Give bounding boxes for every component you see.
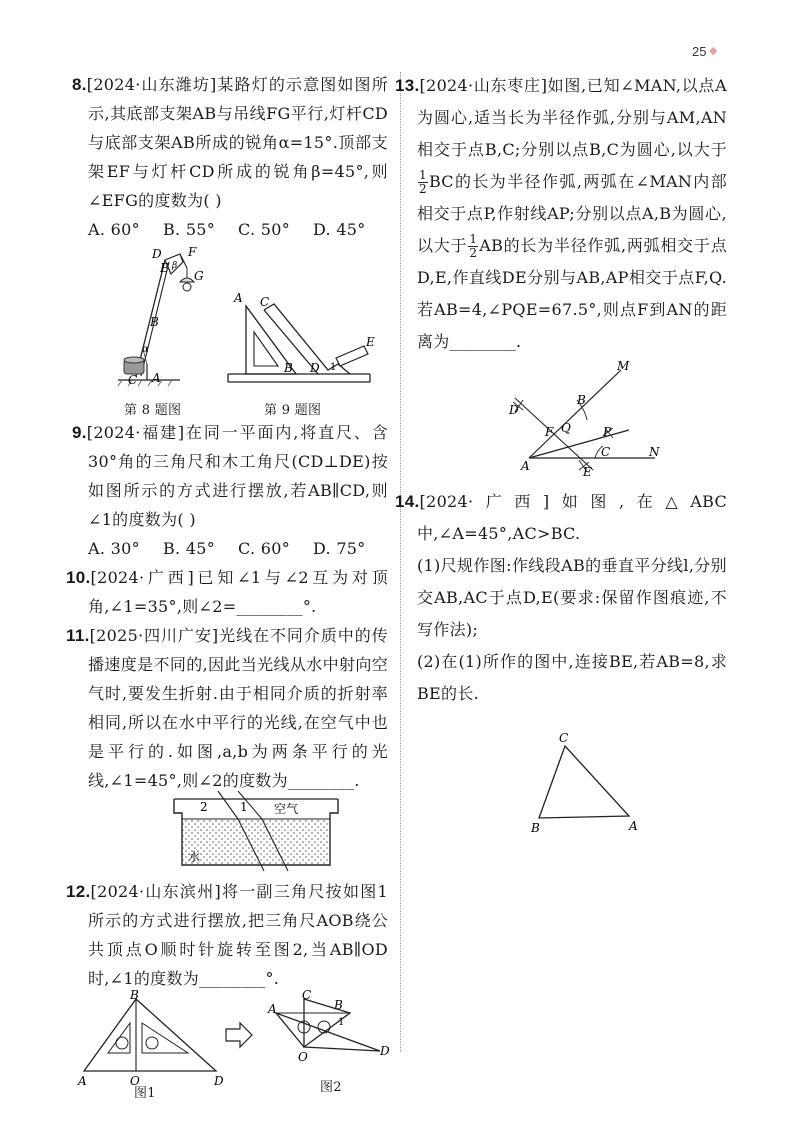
figure-9-caption: 第 9 题图 xyxy=(264,403,322,418)
svg-text:E: E xyxy=(160,261,170,275)
svg-text:B: B xyxy=(150,315,160,329)
question-number: 9. xyxy=(72,423,87,442)
svg-text:C: C xyxy=(559,731,569,745)
question-text: [2024·山东滨州]将一副三角尺按如图1所示的方式进行摆放,把三角尺AOB绕公共顶点O顺时针旋转至图2,当AB∥OD时,∠1的度数为________°. xyxy=(88,882,388,988)
svg-text:F: F xyxy=(188,245,197,259)
question-text-b: BC的长为半径作弧,两弧在∠MAN内部相交于点P,作射线AP;分别以点A,B为圆心,以大于 xyxy=(417,172,727,255)
svg-text:D: D xyxy=(152,247,162,261)
air-label: 空气 xyxy=(274,802,299,816)
question-number: 11. xyxy=(66,626,90,645)
question-number: 12. xyxy=(66,882,91,901)
svg-text:A: A xyxy=(234,291,243,305)
options xyxy=(88,534,388,563)
water-refraction-figure xyxy=(88,795,388,877)
svg-text:E: E xyxy=(583,465,593,479)
svg-text:A: A xyxy=(78,1074,87,1088)
question-13 xyxy=(395,70,727,358)
left-column xyxy=(66,70,390,1103)
street-lamp-figure xyxy=(88,244,388,404)
svg-text:D: D xyxy=(380,1044,390,1058)
figures-8-9 xyxy=(88,244,388,424)
question-14-part-2: (2)在(1)所作的图中,连接BE,若AB=8,求BE的长. xyxy=(417,652,727,703)
option-d: D. 75° xyxy=(313,539,366,558)
triangle-ruler-figures xyxy=(78,988,390,1103)
page-marker-icon: ◆ xyxy=(709,44,718,57)
question-14-part-1: (1)尺规作图:作线段AB的垂直平分线l,分别交AB,AC于点D,E(要求:保留作图痕迹,不写作法); xyxy=(417,556,727,639)
svg-text:M: M xyxy=(617,359,630,373)
question-text: [2024·广西]已知∠1与∠2互为对顶角,∠1=35°,则∠2=________°. xyxy=(88,568,388,616)
svg-text:C: C xyxy=(128,373,138,387)
svg-text:D: D xyxy=(310,361,320,375)
question-text: [2025·四川广安]光线在不同介质中的传播速度是不同的,因此当光线从水中射向空气时,要发生折射.由于相同介质的折射率相同,所以在水中平行的光线,在空气中也是平行的.如图,a,b为两条平行的光线,∠1=45°,则∠2的度数为________. xyxy=(88,626,388,790)
fraction: $\frac{1}{2}$ xyxy=(469,232,478,260)
triangle-abc-figure xyxy=(417,730,727,850)
question-8 xyxy=(72,70,388,215)
svg-text:B: B xyxy=(284,361,294,375)
question-number: 14. xyxy=(395,492,420,511)
svg-text:F: F xyxy=(545,425,554,439)
svg-text:B: B xyxy=(577,393,587,407)
svg-text:B: B xyxy=(130,988,140,1002)
figure-8-caption: 第 8 题图 xyxy=(124,403,182,418)
question-text: [2024·山东潍坊]某路灯的示意图如图所示,其底部支架AB与吊线FG平行,灯杆CD与底部支架AB所成的锐角α=15°.顶部支架EF与灯杆CD所成的锐角β=45°,则∠EFG的度数为( ) xyxy=(86,75,388,210)
svg-text:B: B xyxy=(531,821,541,835)
svg-text:1: 1 xyxy=(240,800,248,814)
right-column xyxy=(395,70,727,850)
question-14 xyxy=(395,486,727,550)
svg-text:C: C xyxy=(302,988,312,1002)
figure-2-caption: 图2 xyxy=(320,1080,342,1095)
column-divider xyxy=(400,72,401,1052)
svg-text:A: A xyxy=(629,819,638,833)
svg-text:A: A xyxy=(521,459,530,473)
svg-text:1: 1 xyxy=(338,1017,345,1028)
option-c: C. 50° xyxy=(238,220,291,239)
option-b: B. 45° xyxy=(163,539,216,558)
svg-text:A: A xyxy=(152,371,161,385)
option-d: D. 45° xyxy=(313,220,366,239)
figure-1-caption: 图1 xyxy=(134,1086,156,1101)
svg-text:2: 2 xyxy=(200,800,208,814)
option-a: A. 60° xyxy=(88,220,140,239)
svg-text:N: N xyxy=(649,445,660,459)
svg-text:G: G xyxy=(194,269,204,283)
question-number: 10. xyxy=(66,568,91,587)
options xyxy=(88,215,388,244)
question-11 xyxy=(66,621,388,795)
question-text: [2024·广西]如图,在△ABC中,∠A=45°,AC>BC. xyxy=(417,492,727,543)
svg-text:E: E xyxy=(366,335,376,349)
question-number: 13. xyxy=(395,76,420,95)
svg-text:A: A xyxy=(268,1002,277,1016)
question-9 xyxy=(72,418,388,534)
svg-text:O: O xyxy=(298,1050,309,1064)
question-number: 8. xyxy=(72,75,87,94)
svg-text:α: α xyxy=(142,344,150,355)
water-label: 水 xyxy=(188,850,201,864)
question-text: [2024·福建]在同一平面内,将直尺、含30°角的三角尺和木工角尺(CD⊥DE)按如图所示的方式进行摆放,若AB∥CD,则∠1的度数为( ) xyxy=(86,423,388,529)
svg-text:P: P xyxy=(603,425,612,439)
question-12 xyxy=(66,877,388,993)
svg-text:C: C xyxy=(260,295,270,309)
fraction: $\frac{1}{2}$ xyxy=(419,168,427,196)
svg-text:O: O xyxy=(130,1074,141,1088)
option-a: A. 30° xyxy=(88,539,140,558)
option-b: B. 55° xyxy=(163,220,216,239)
svg-text:B: B xyxy=(334,998,344,1012)
question-text-a: [2024·山东枣庄]如图,已知∠MAN,以点A为圆心,适当长为半径作弧,分别与AM,AN相交于点B,C;分别以点B,C为圆心,以大于 xyxy=(417,76,727,159)
option-c: C. 60° xyxy=(238,539,291,558)
svg-text:C: C xyxy=(601,445,611,459)
page-number: 25 xyxy=(692,44,707,59)
svg-text:D: D xyxy=(214,1074,224,1088)
question-text-c: AB的长为半径作弧,两弧相交于点D,E,作直线DE分别与AB,AP相交于点F,Q.若AB=4,∠PQE=67.5°,则点F到AN的距离为________. xyxy=(417,236,727,351)
svg-text:β: β xyxy=(172,261,178,271)
svg-text:D: D xyxy=(509,403,519,417)
svg-text:Q: Q xyxy=(561,421,572,435)
angle-construction-figure xyxy=(417,358,727,478)
question-10 xyxy=(66,563,388,621)
svg-text:1: 1 xyxy=(330,362,337,373)
